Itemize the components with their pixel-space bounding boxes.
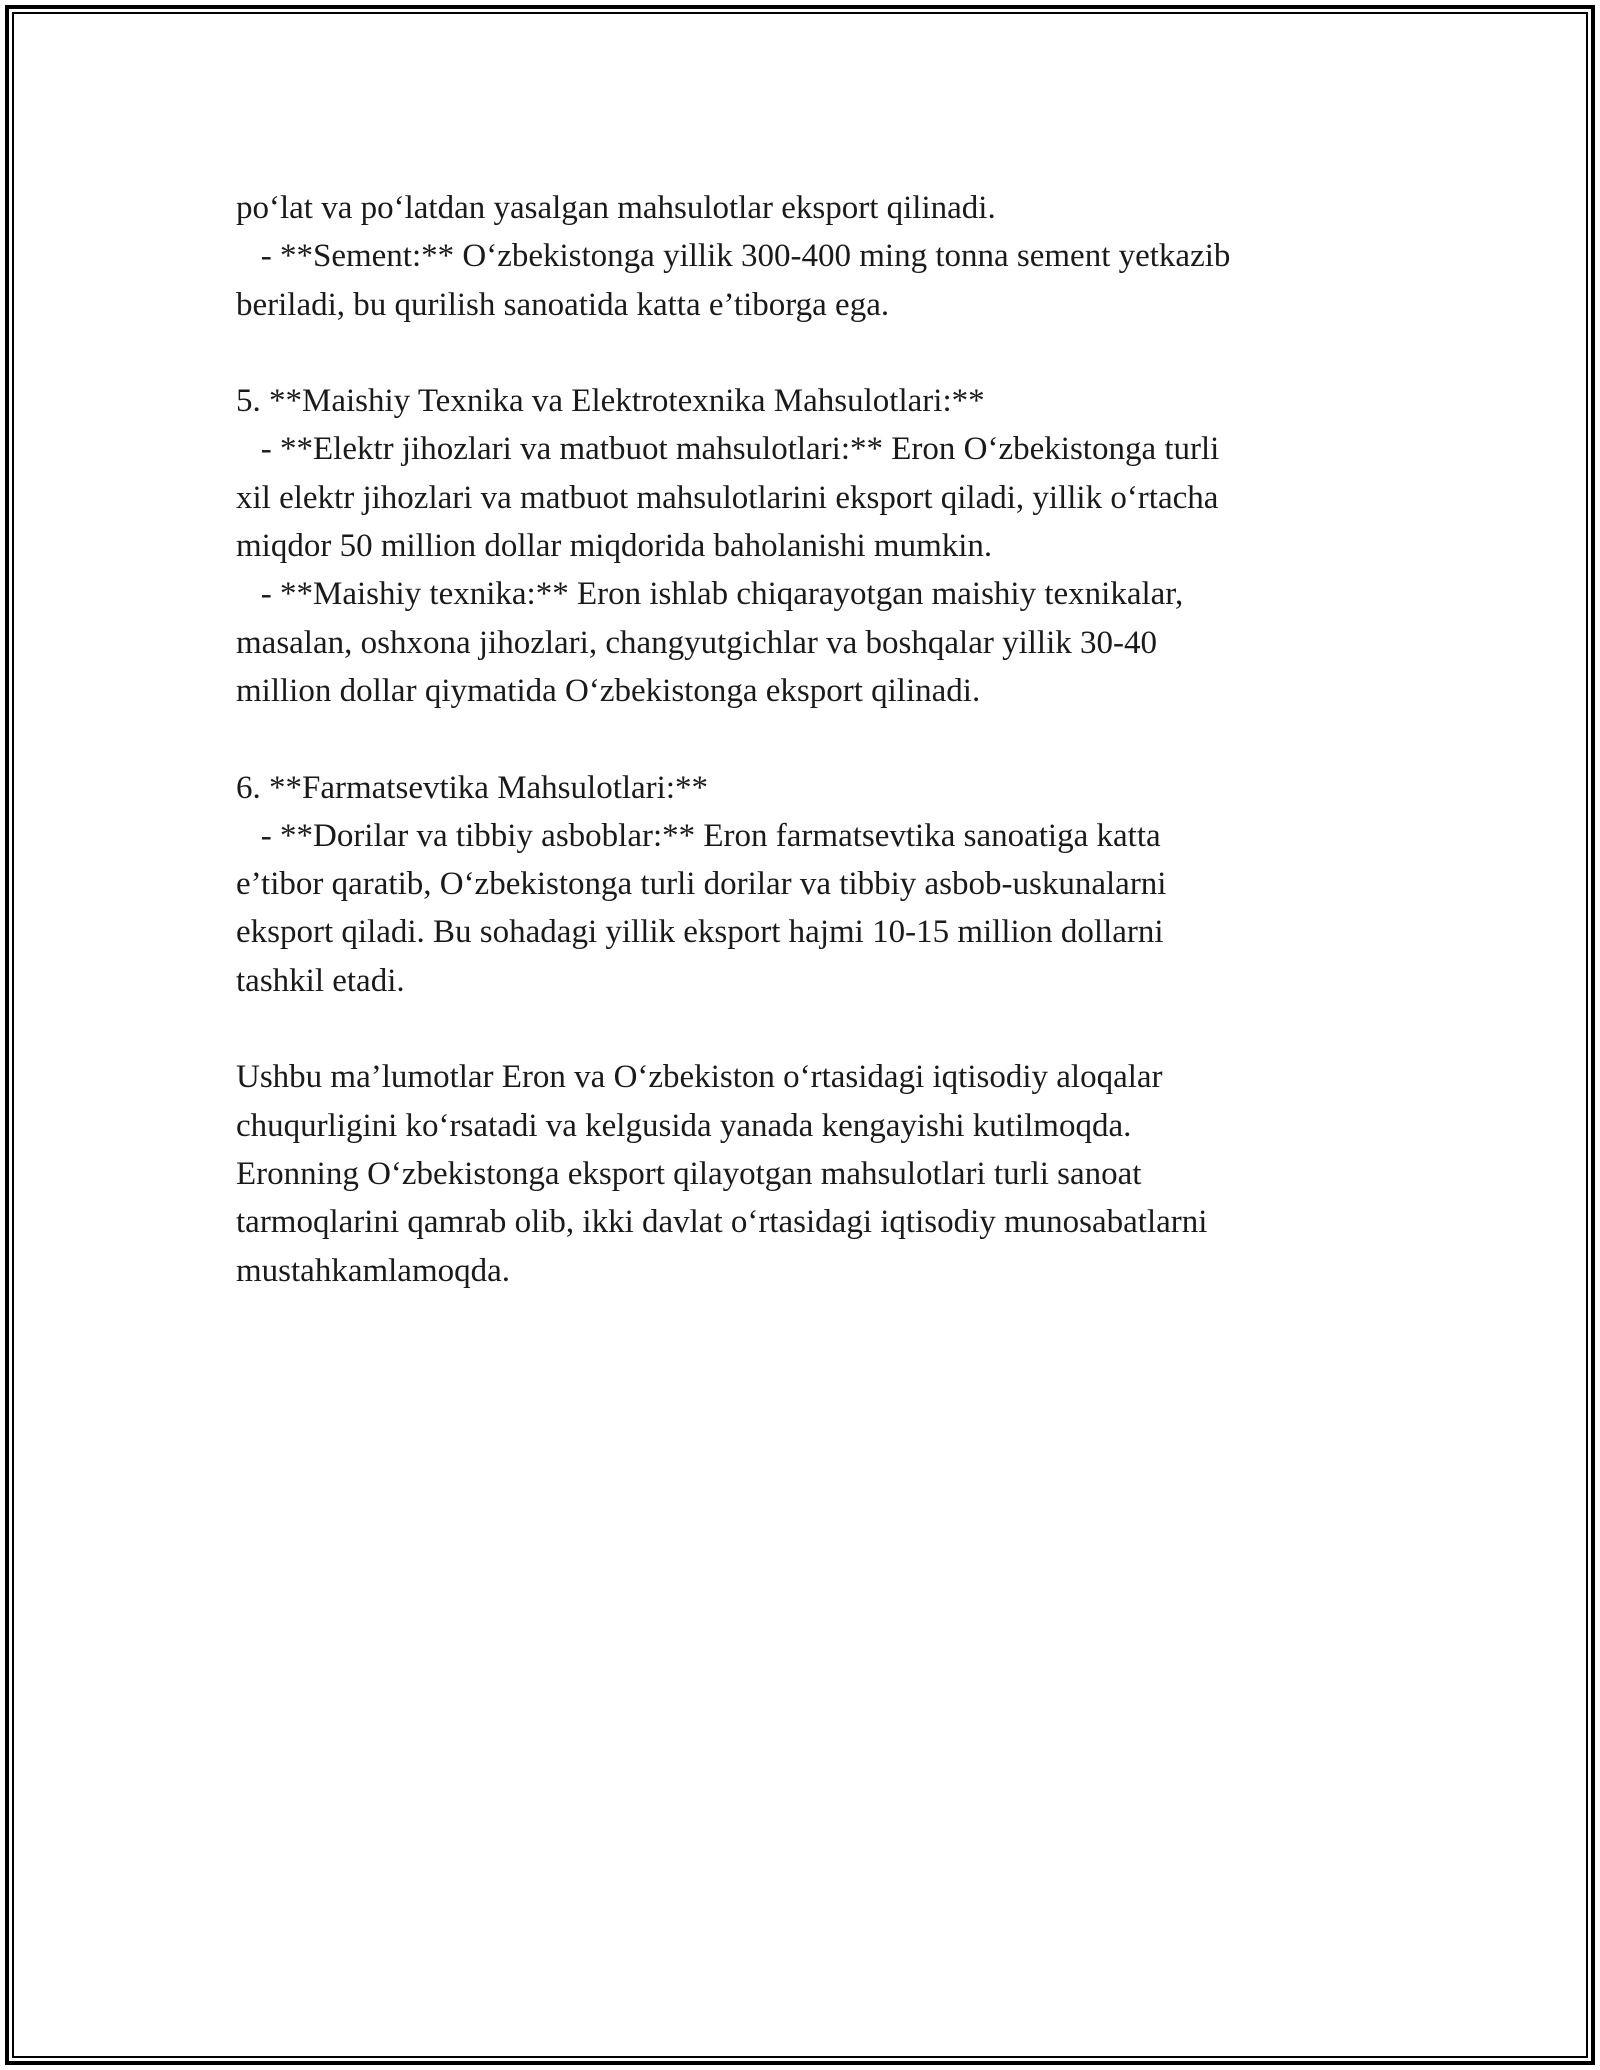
text-line: - **Maishiy texnika:** Eron ishlab chiqarayotgan maishiy texnikalar, — [236, 576, 1184, 613]
text-line: beriladi, bu qurilish sanoatida katta e’tiborga ega. — [236, 286, 890, 323]
text-line: po‘lat va po‘latdan yasalgan mahsulotlar eksport qilinadi. — [236, 190, 996, 226]
text-line: - **Dorilar va tibbiy asboblar:** Eron farmatsevtika sanoatiga katta — [236, 817, 1161, 854]
paragraph-gap — [236, 715, 1366, 763]
section-heading: 5. **Maishiy Texnika va Elektrotexnika Mahsulotlari:** — [236, 383, 985, 420]
text-line: million dollar qiymatida O‘zbekistonga eksport qilinadi. — [236, 672, 981, 709]
text-line: mustahkamlamoqda. — [236, 1252, 511, 1289]
section-heading: 6. **Farmatsevtika Mahsulotlari:** — [236, 769, 709, 806]
text-line: xil elektr jihozlari va matbuot mahsulotlarini eksport qiladi, yillik o‘rtacha — [236, 479, 1219, 516]
paragraph-gap — [236, 1005, 1366, 1053]
text-line: Ushbu ma’lumotlar Eron va O‘zbekiston o‘rtasidagi iqtisodiy aloqalar — [236, 1059, 1163, 1096]
text-line: - **Sement:** O‘zbekistonga yillik 300-400 ming tonna sement yetkazib — [236, 238, 1231, 275]
text-line: e’tibor qaratib, O‘zbekistonga turli dorilar va tibbiy asbob-uskunalarni — [236, 866, 1167, 903]
text-line: chuqurligini ko‘rsatadi va kelgusida yanada kengayishi kutilmoqda. — [236, 1107, 1132, 1144]
text-line: tashkil etadi. — [236, 962, 405, 999]
text-line: tarmoqlarini qamrab olib, ikki davlat o‘rtasidagi iqtisodiy munosabatlarni — [236, 1204, 1208, 1241]
text-line: - **Elektr jihozlari va matbuot mahsulotlari:** Eron O‘zbekistonga turli — [236, 431, 1220, 468]
document-body — [236, 184, 1366, 1295]
text-line: eksport qiladi. Bu sohadagi yillik eksport hajmi 10-15 million dollarni — [236, 914, 1164, 951]
paragraph-gap — [236, 329, 1366, 377]
text-line: miqdor 50 million dollar miqdorida baholanishi mumkin. — [236, 528, 993, 565]
text-line: Eronning O‘zbekistonga eksport qilayotgan mahsulotlari turli sanoat — [236, 1155, 1142, 1192]
text-line: masalan, oshxona jihozlari, changyutgichlar va boshqalar yillik 30-40 — [236, 624, 1158, 661]
